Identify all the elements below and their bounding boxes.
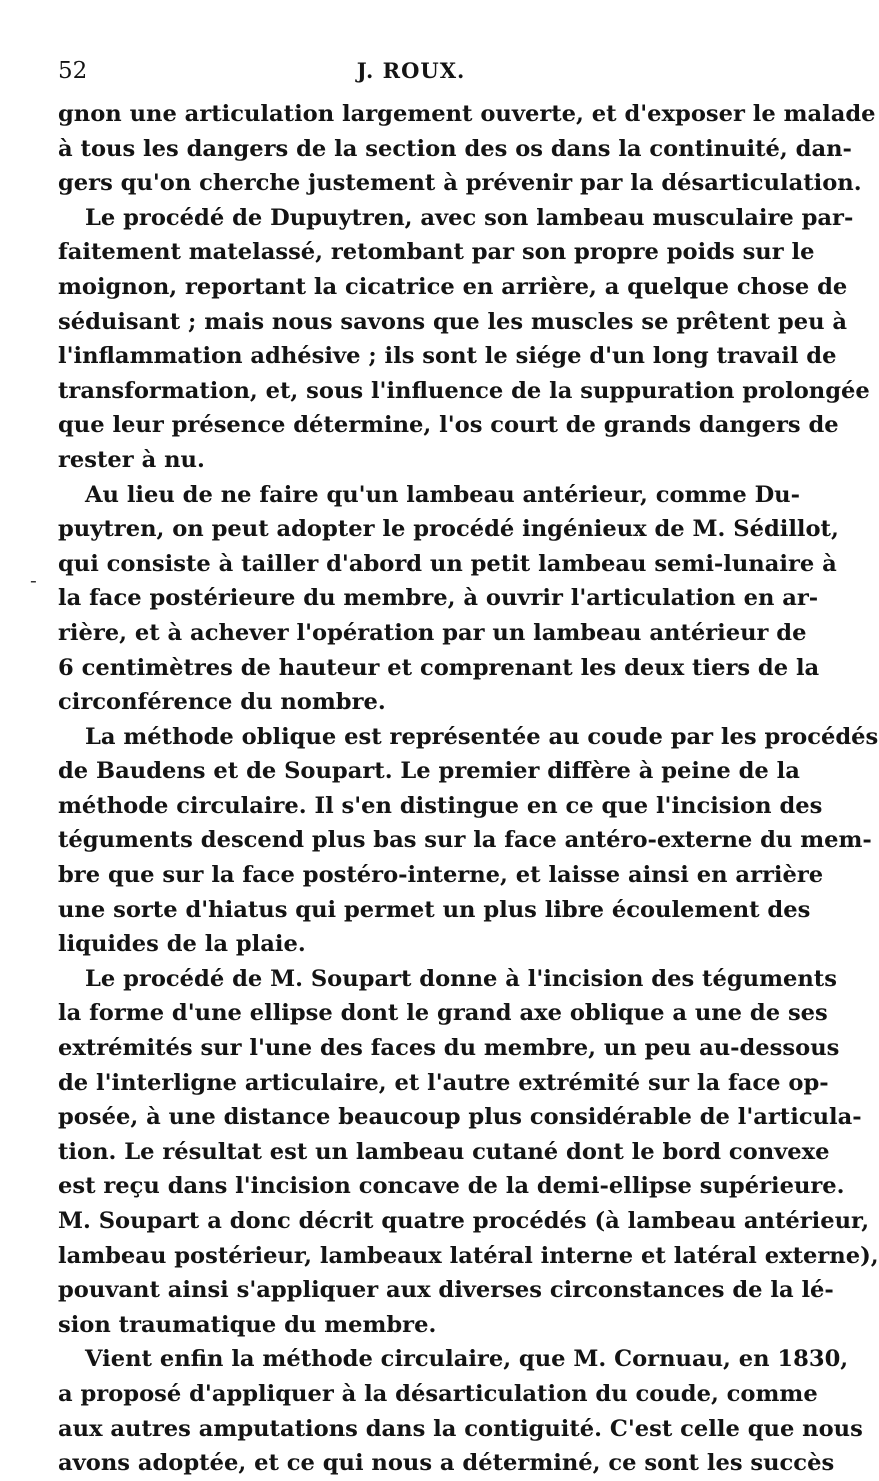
- text-line: Vient enfin la méthode circulaire, que M. Cornuau, en 1830,: [85, 1346, 849, 1373]
- text-line: lambeau postérieur, lambeaux latéral interne et latéral externe),: [58, 1242, 879, 1269]
- text-line: tion. Le résultat est un lambeau cutané dont le bord convexe: [58, 1138, 830, 1165]
- text-line: est reçu dans l'incision concave de la demi-ellipse supérieure.: [58, 1173, 845, 1200]
- text-line: puytren, on peut adopter le procédé ingénieux de M. Sédillot,: [58, 516, 839, 543]
- page-number: 52: [58, 58, 88, 84]
- text-line: bre que sur la face postéro-interne, et laisse ainsi en arrière: [58, 862, 824, 889]
- text-line: a proposé d'appliquer à la désarticulation du coude, comme: [58, 1380, 818, 1407]
- text-line: posée, à une distance beaucoup plus considérable de l'articula-: [58, 1104, 862, 1131]
- text-line: gers qu'on cherche justement à prévenir par la désarticulation.: [58, 170, 862, 197]
- text-line: la face postérieure du membre, à ouvrir l'articulation en ar-: [58, 585, 819, 612]
- text-line: pouvant ainsi s'appliquer aux diverses circonstances de la lé-: [58, 1277, 834, 1304]
- text-line: gnon une articulation largement ouverte, et d'exposer le malade: [58, 101, 876, 127]
- running-head: J. ROUX.: [356, 58, 466, 83]
- text-line: aux autres amputations dans la contiguité. C'est celle que nous: [58, 1415, 863, 1442]
- text-line: l'inflammation adhésive ; ils sont le siége d'un long travail de: [58, 343, 837, 370]
- page-header: [58, 58, 764, 88]
- text-line: sion traumatique du membre.: [58, 1311, 437, 1338]
- text-line: qui consiste à tailler d'abord un petit lambeau semi-lunaire à: [58, 550, 837, 577]
- text-line: liquides de la plaie.: [58, 931, 306, 958]
- text-line: que leur présence détermine, l'os court de grands dangers de: [58, 412, 839, 439]
- text-line: téguments descend plus bas sur la face antéro-externe du mem-: [58, 827, 872, 854]
- text-line: rière, et à achever l'opération par un lambeau antérieur de: [58, 619, 807, 646]
- text-line: moignon, reportant la cicatrice en arrière, a quelque chose de: [58, 273, 848, 300]
- text-line: de l'interligne articulaire, et l'autre extrémité sur la face op-: [58, 1069, 829, 1096]
- text-line: transformation, et, sous l'influence de la suppuration prolongée: [58, 377, 870, 404]
- text-line: une sorte d'hiatus qui permet un plus libre écoulement des: [58, 896, 811, 923]
- text-line: à tous les dangers de la section des os dans la continuité, dan-: [58, 135, 852, 162]
- text-line: séduisant ; mais nous savons que les muscles se prêtent peu à: [58, 308, 848, 335]
- text-line: Le procédé de Dupuytren, avec son lambeau musculaire par-: [85, 204, 854, 231]
- body-text: [58, 97, 879, 1481]
- text-line: La méthode oblique est représentée au coude par les procédés: [85, 723, 879, 750]
- text-line: extrémités sur l'une des faces du membre, un peu au-dessous: [58, 1035, 840, 1062]
- text-line: M. Soupart a donc décrit quatre procédés (à lambeau antérieur,: [58, 1208, 870, 1234]
- text-line: méthode circulaire. Il s'en distingue en ce que l'incision des: [58, 792, 823, 819]
- text-line: avons adoptée, et ce qui nous a déterminé, ce sont les succès: [58, 1450, 835, 1477]
- text-line: la forme d'une ellipse dont le grand axe oblique a une de ses: [58, 1000, 828, 1027]
- text-line: Le procédé de M. Soupart donne à l'incision des téguments: [85, 965, 837, 992]
- margin-mark: -: [30, 568, 37, 592]
- text-line: rester à nu.: [58, 446, 205, 473]
- text-line: faitement matelassé, retombant par son propre poids sur le: [58, 239, 815, 266]
- text-line: circonférence du nombre.: [58, 689, 386, 716]
- text-line: 6 centimètres de hauteur et comprenant les deux tiers de la: [58, 654, 820, 681]
- text-line: Au lieu de ne faire qu'un lambeau antérieur, comme Du-: [85, 481, 800, 508]
- text-line: de Baudens et de Soupart. Le premier diffère à peine de la: [58, 758, 800, 785]
